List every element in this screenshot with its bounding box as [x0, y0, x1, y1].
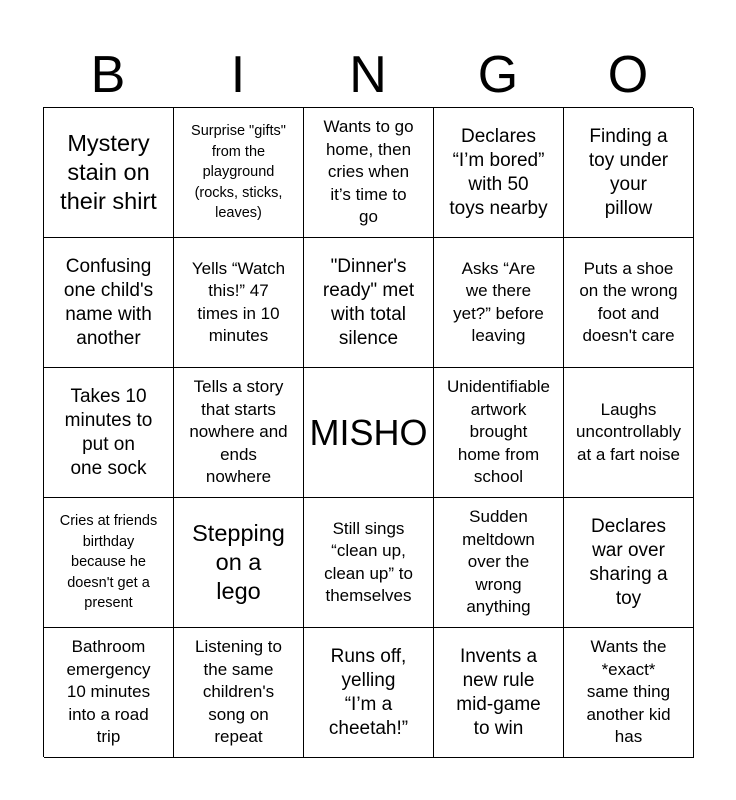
header-letter-i: I: [230, 46, 246, 104]
bingo-cell[interactable]: [44, 368, 174, 498]
cell-text: Still sings “clean up, clean up” to themselves: [324, 518, 413, 605]
bingo-cell[interactable]: [304, 628, 434, 758]
header-letter-o: O: [607, 46, 649, 104]
cell-text: Takes 10 minutes to put on one sock: [64, 385, 153, 479]
header-letter-b: B: [90, 46, 126, 104]
free-space-text: MISHO: [309, 411, 428, 453]
bingo-cell[interactable]: [174, 238, 304, 368]
cell-text: Stepping on a lego: [192, 520, 285, 604]
header-letter-n: N: [349, 46, 387, 104]
bingo-cell[interactable]: [564, 368, 694, 498]
bingo-header: [43, 44, 693, 106]
bingo-cell[interactable]: [304, 238, 434, 368]
bingo-grid: [43, 107, 693, 757]
cell-text: Listening to the same children's song on repeat: [195, 637, 282, 747]
bingo-cell[interactable]: [434, 238, 564, 368]
cell-text: Yells “Watch this!” 47 times in 10 minutes: [191, 258, 286, 345]
bingo-cell[interactable]: [44, 628, 174, 758]
cell-text: "Dinner's ready" met with total silence: [322, 255, 415, 349]
bingo-cell[interactable]: [304, 498, 434, 628]
header-letter-g: G: [477, 46, 519, 104]
bingo-cell[interactable]: [44, 498, 174, 628]
cell-text: Laughs uncontrollably at a fart noise: [576, 399, 681, 464]
bingo-cell[interactable]: [174, 498, 304, 628]
cell-text: Invents a new rule mid-game to win: [456, 645, 541, 739]
bingo-cell[interactable]: [434, 108, 564, 238]
bingo-cell[interactable]: [564, 108, 694, 238]
cell-text: Asks “Are we there yet?” before leaving: [453, 258, 544, 345]
cell-text: Declares war over sharing a toy: [589, 515, 668, 609]
cell-text: Confusing one child's name with another: [63, 255, 154, 349]
bingo-cell[interactable]: [564, 498, 694, 628]
bingo-cell[interactable]: [44, 238, 174, 368]
cell-text: Finding a toy under your pillow: [588, 125, 669, 219]
cell-text: Tells a story that starts nowhere and ends nowhere: [189, 377, 288, 487]
cell-text: Surprise "gifts" from the playground (rocks, sticks, leaves): [191, 123, 286, 222]
bingo-cell[interactable]: [174, 368, 304, 498]
bingo-cell[interactable]: [564, 628, 694, 758]
cell-text: Mystery stain on their shirt: [60, 130, 157, 214]
cell-text: Unidentifiable artwork brought home from school: [446, 377, 550, 487]
bingo-cell[interactable]: [304, 108, 434, 238]
cell-text: Bathroom emergency 10 minutes into a road trip: [66, 637, 151, 747]
cell-text: Wants the *exact* same thing another kid has: [586, 637, 671, 747]
cell-text: Cries at friends birthday because he doesn't get a present: [59, 513, 158, 612]
cell-text: Wants to go home, then cries when it’s time to go: [323, 117, 414, 227]
free-space-cell[interactable]: [304, 368, 434, 498]
bingo-cell[interactable]: [174, 628, 304, 758]
bingo-cell[interactable]: [564, 238, 694, 368]
cell-text: Runs off, yelling “I’m a cheetah!”: [328, 645, 409, 739]
bingo-cell[interactable]: [174, 108, 304, 238]
cell-text: Puts a shoe on the wrong foot and doesn't care: [579, 258, 678, 345]
cell-text: Declares “I’m bored” with 50 toys nearby: [449, 125, 548, 219]
bingo-cell[interactable]: [434, 368, 564, 498]
bingo-cell[interactable]: [434, 498, 564, 628]
cell-text: Sudden meltdown over the wrong anything: [462, 507, 535, 617]
bingo-cell[interactable]: [434, 628, 564, 758]
bingo-cell[interactable]: [44, 108, 174, 238]
